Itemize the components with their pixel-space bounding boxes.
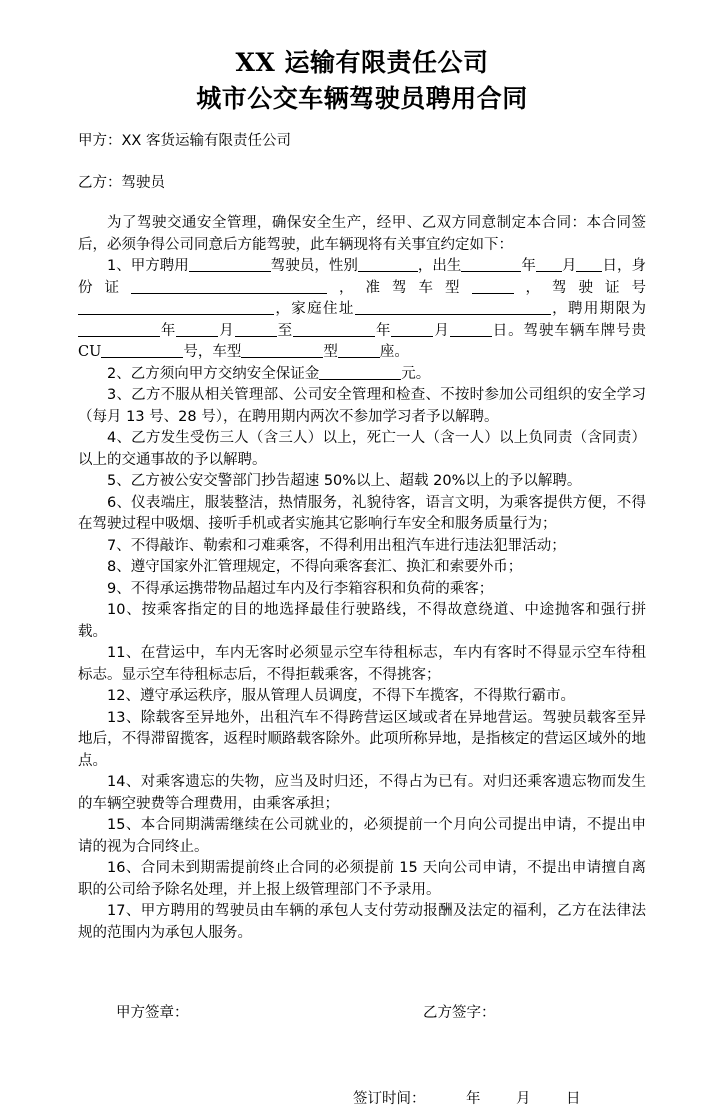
blank-term-start-day[interactable] <box>235 321 277 337</box>
signing-date-label: 签订时间： <box>353 1091 426 1107</box>
clause-1-text-11: 年 <box>160 322 177 339</box>
blank-home-address[interactable] <box>355 299 551 315</box>
party-b-line: 乙方：驾驶员 <box>78 175 165 191</box>
company-title: XX 运输有限责任公司 <box>235 48 489 77</box>
clause-6: 6、仪表端庄，服装整洁，热情服务，礼貌待客，语言文明，为乘客提供方便，不得在驾驶过程中吸烟、接听手机或者实施其它影响行车安全和服务质量行为； <box>78 494 646 532</box>
blank-term-start-year[interactable] <box>78 321 160 337</box>
clause-10: 10、按乘客指定的目的地选择最佳行驶路线，不得故意绕道、中途抛客和强行拼载。 <box>78 602 646 640</box>
clause-4: 4、乙方发生受伤三人（含三人）以上，死亡一人（含一人）以上负同责（含同责）以上的交通事故的予以解聘。 <box>78 430 646 468</box>
blank-term-start-month[interactable] <box>176 321 218 337</box>
clause-1 <box>78 256 646 364</box>
blank-driver-name[interactable] <box>189 256 271 272</box>
blank-id-number[interactable] <box>131 278 327 294</box>
clause-8: 8、遵守国家外汇管理规定，不得向乘客套汇、换汇和索要外币； <box>107 559 523 575</box>
clause-17: 17、甲方聘用的驾驶员由车辆的承包人支付劳动报酬及法定的福利，乙方在法律法规的范围内为承包人服务。 <box>78 903 646 941</box>
clause-1-text-19: 座。 <box>379 344 409 360</box>
blank-seat-count[interactable] <box>338 342 380 358</box>
clause-2-text-1: 2、乙方须向甲方交纳安全保证金 <box>107 365 320 382</box>
clause-1-text-10: ，聘用期限为 <box>550 301 646 317</box>
blank-deposit-amount[interactable] <box>319 364 401 380</box>
clause-1-text-4: 年 <box>521 258 536 274</box>
blank-plate-number[interactable] <box>101 342 183 358</box>
blank-gender[interactable] <box>358 256 418 272</box>
clause-2 <box>78 364 646 386</box>
signing-date-day[interactable]: 日 <box>566 1091 581 1107</box>
signing-date-row <box>78 1088 646 1112</box>
clause-11: 11、在营运中，车内无客时必须显示空车待租标志，车内有客时不得显示空车待租标志。显示空车待租标志后，不得拒载乘客，不得挑客； <box>78 645 646 683</box>
clause-7: 7、不得敲诈、勒索和刁难乘客，不得利用出租汽车进行违法犯罪活动； <box>107 537 566 554</box>
contract-title: 城市公交车辆驾驶员聘用合同 <box>196 84 528 113</box>
blank-birth-year[interactable] <box>461 256 521 272</box>
party-a-seal-label[interactable]: 甲方签章： <box>116 1005 189 1021</box>
blank-term-end-year[interactable] <box>293 321 375 337</box>
party-a-line: 甲方：XX 客货运输有限责任公司 <box>78 133 291 149</box>
clause-14: 14、对乘客遗忘的失物，应当及时归还，不得占为已有。对归还乘客遗忘物而发生的车辆空驶费等合理费用，由乘客承担； <box>78 774 646 812</box>
clause-1-text-15: 月 <box>433 322 450 339</box>
clause-1-text-5: 月 <box>561 258 577 274</box>
clause-1-text-2: 驾驶员，性别 <box>270 258 358 274</box>
clause-9: 9、不得承运携带物品超过车内及行李箱容积和负荷的乘客； <box>107 580 494 597</box>
plate-prefix-cu: CU <box>78 344 102 360</box>
clause-5: 5、乙方被公安交警部门抄告超速 50%以上、超载 20%以上的予以解聘。 <box>107 473 582 489</box>
clause-16: 16、合同未到期需提前终止合同的必须提前 15 天向公司申请，不提出申请擅自离职的公司给予除名处理，并上报上级管理部门不予录用。 <box>78 860 646 898</box>
clause-12: 12、遵守承运秩序，服从管理人员调度，不得下车揽客，不得欺行霸市。 <box>107 688 575 704</box>
clause-1-text-8: ，驾驶证号 <box>513 279 646 296</box>
blank-license-class[interactable] <box>472 278 514 294</box>
clause-2-text-2: 元。 <box>401 365 431 382</box>
clause-1-text-17: 号，车型 <box>183 344 242 360</box>
signature-row <box>78 1002 646 1026</box>
clause-1-text-16: 日。驾驶车辆车牌号贵 <box>491 322 647 339</box>
clause-1-text-9: ，家庭住址 <box>274 301 355 317</box>
signing-date-month[interactable]: 月 <box>516 1091 531 1107</box>
document-body <box>78 0 646 1112</box>
blank-term-end-day[interactable] <box>450 321 492 337</box>
signing-date-year[interactable]: 年 <box>466 1091 481 1107</box>
blank-term-end-month[interactable] <box>391 321 433 337</box>
party-b-signature-label[interactable]: 乙方签字： <box>423 1005 496 1021</box>
clause-1-text-3: ，出生 <box>417 258 462 274</box>
blank-birth-month[interactable] <box>536 256 562 272</box>
clause-3: 3、乙方不服从相关管理部、公司安全管理和检查、不按时参加公司组织的安全学习（每月 13 号、28 号），在聘用期内两次不参加学习者予以解聘。 <box>78 387 646 425</box>
blank-license-number[interactable] <box>78 299 274 315</box>
clause-1-text-18: 型 <box>323 344 338 360</box>
blank-birth-day[interactable] <box>576 256 602 272</box>
clause-15: 15、本合同期满需继续在公司就业的，必须提前一个月向公司提出申请，不提出申请的视为合同终止。 <box>78 817 646 855</box>
blank-vehicle-model[interactable] <box>241 342 323 358</box>
preamble-paragraph: 为了驾驶交通安全管理，确保安全生产，经甲、乙双方同意制定本合同：本合同签后，必须争得公司同意后方能驾驶，此车辆现将有关事宜约定如下： <box>78 215 646 253</box>
clause-1-text-6: 日，身份证 <box>78 258 647 296</box>
clause-1-text-12: 月 <box>218 322 235 339</box>
clause-1-text-13: 至 <box>276 322 294 339</box>
clause-1-text-1: 1、甲方聘用 <box>107 258 189 274</box>
clause-1-text-14: 年 <box>375 322 392 339</box>
clause-13: 13、除载客至异地外，出租汽车不得跨营运区域或者在异地营运。驾驶员载客至异地后，不得滞留揽客，返程时顺路载客除外。此项所称异地，是指核定的营运区域外的地点。 <box>78 709 646 769</box>
clause-1-text-7: ，准驾车型 <box>327 279 472 296</box>
